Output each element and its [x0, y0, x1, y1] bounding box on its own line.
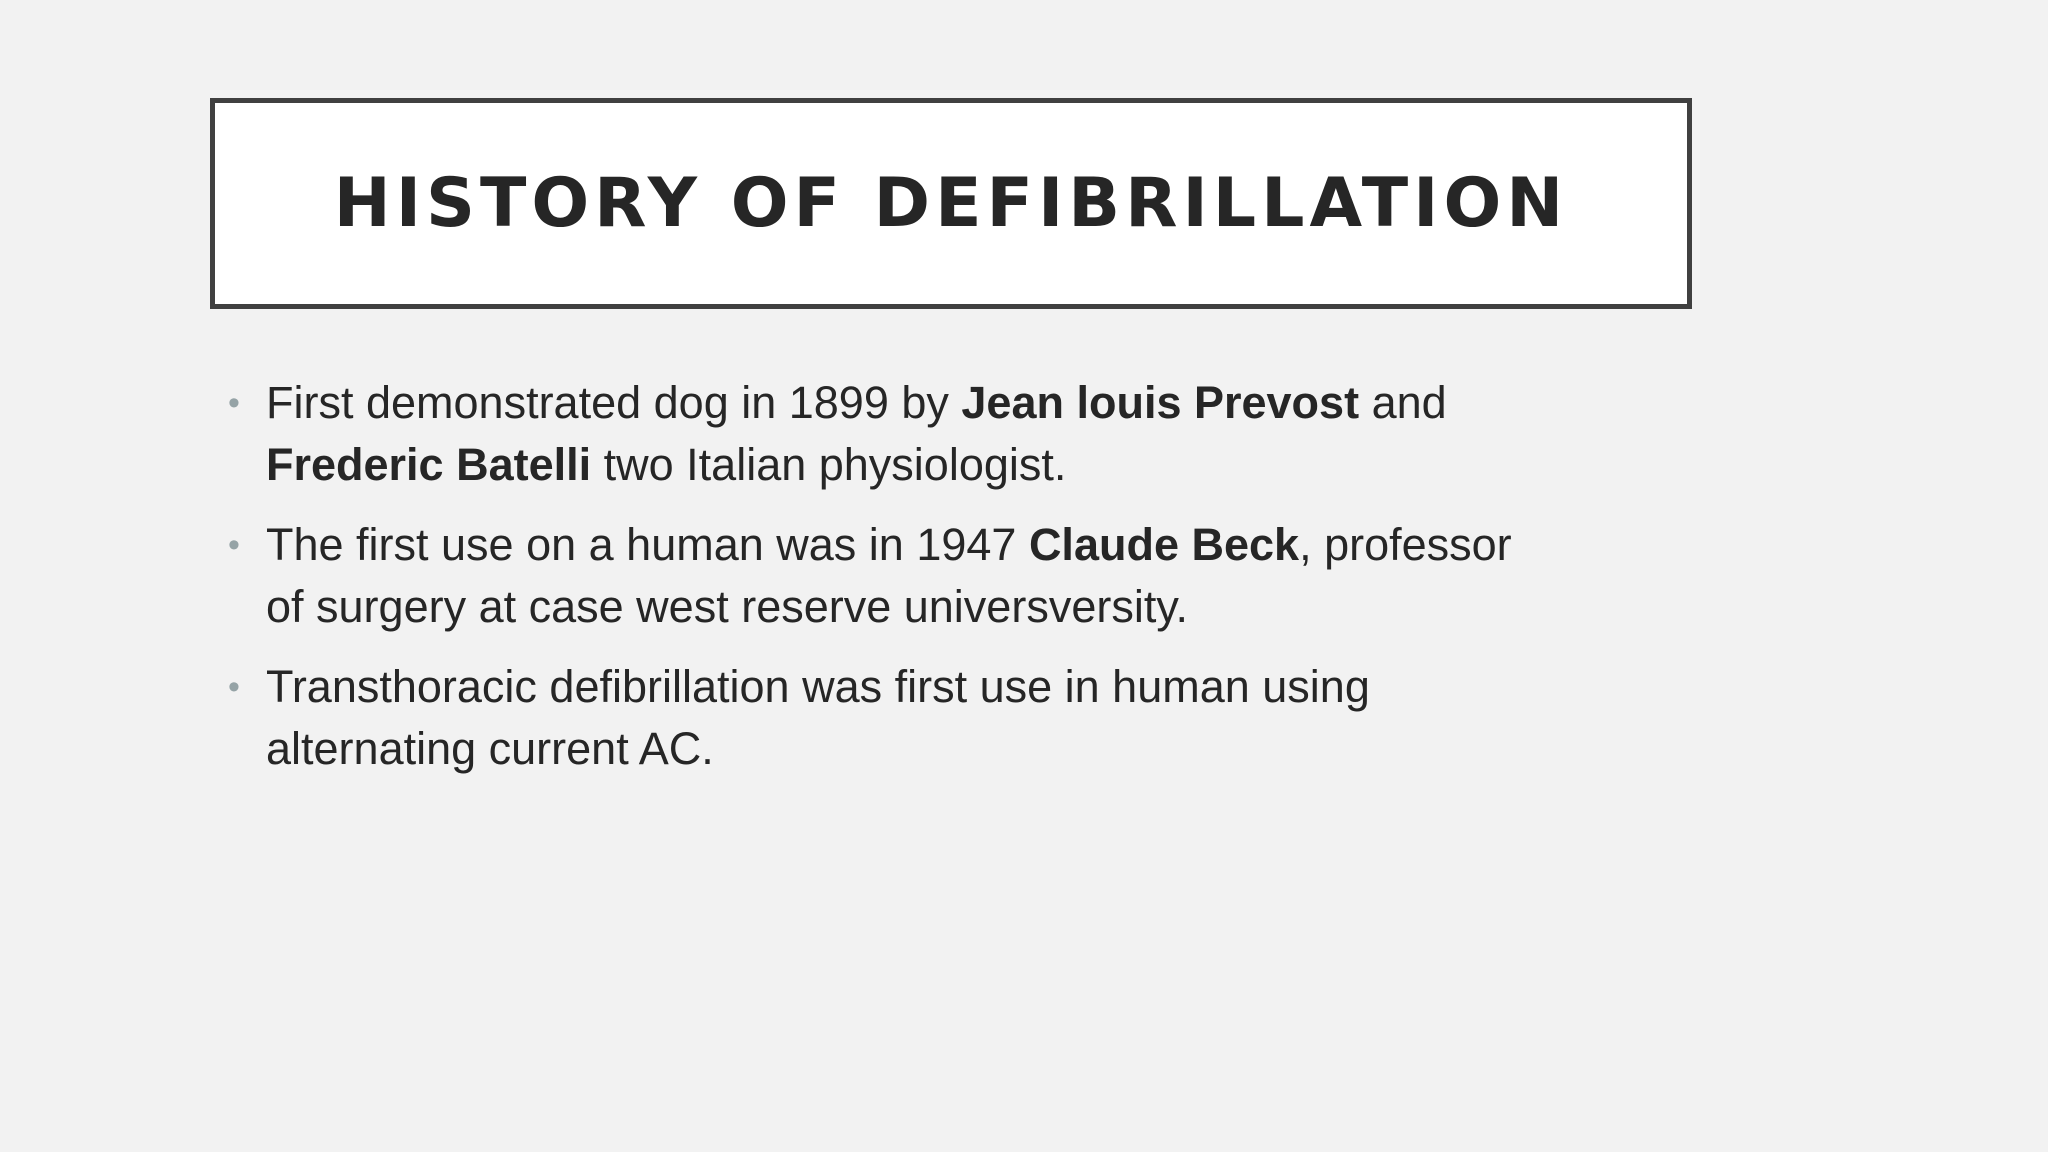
bullet-text: Transthoracic defibrillation was first use in human using alternating current AC.: [266, 661, 1370, 774]
bullet-text: , professor of surgery at case west reserve universversity.: [266, 519, 1512, 632]
bullet-dot-icon: •: [228, 384, 240, 422]
bullet-text: The first use on a human was in 1947: [266, 519, 1029, 570]
bullet-text: and: [1359, 377, 1447, 428]
bullet-list: [224, 372, 1544, 798]
bullet-dot-icon: •: [228, 526, 240, 564]
bullet-item: [224, 514, 1544, 638]
bullet-text: First demonstrated dog in 1899 by: [266, 377, 962, 428]
bullet-item: [224, 656, 1544, 780]
bullet-bold-text: Claude Beck: [1028, 519, 1300, 570]
title-box: [210, 98, 1692, 309]
bullet-item: [224, 372, 1544, 496]
bullet-bold-text: Jean louis Prevost: [961, 377, 1360, 428]
bullet-dot-icon: •: [228, 668, 240, 706]
slide-title: HISTORY OF DEFIBRILLATION: [333, 164, 1569, 243]
bullet-bold-text: Frederic Batelli: [266, 439, 592, 490]
bullet-text: two Italian physiologist.: [591, 439, 1067, 490]
